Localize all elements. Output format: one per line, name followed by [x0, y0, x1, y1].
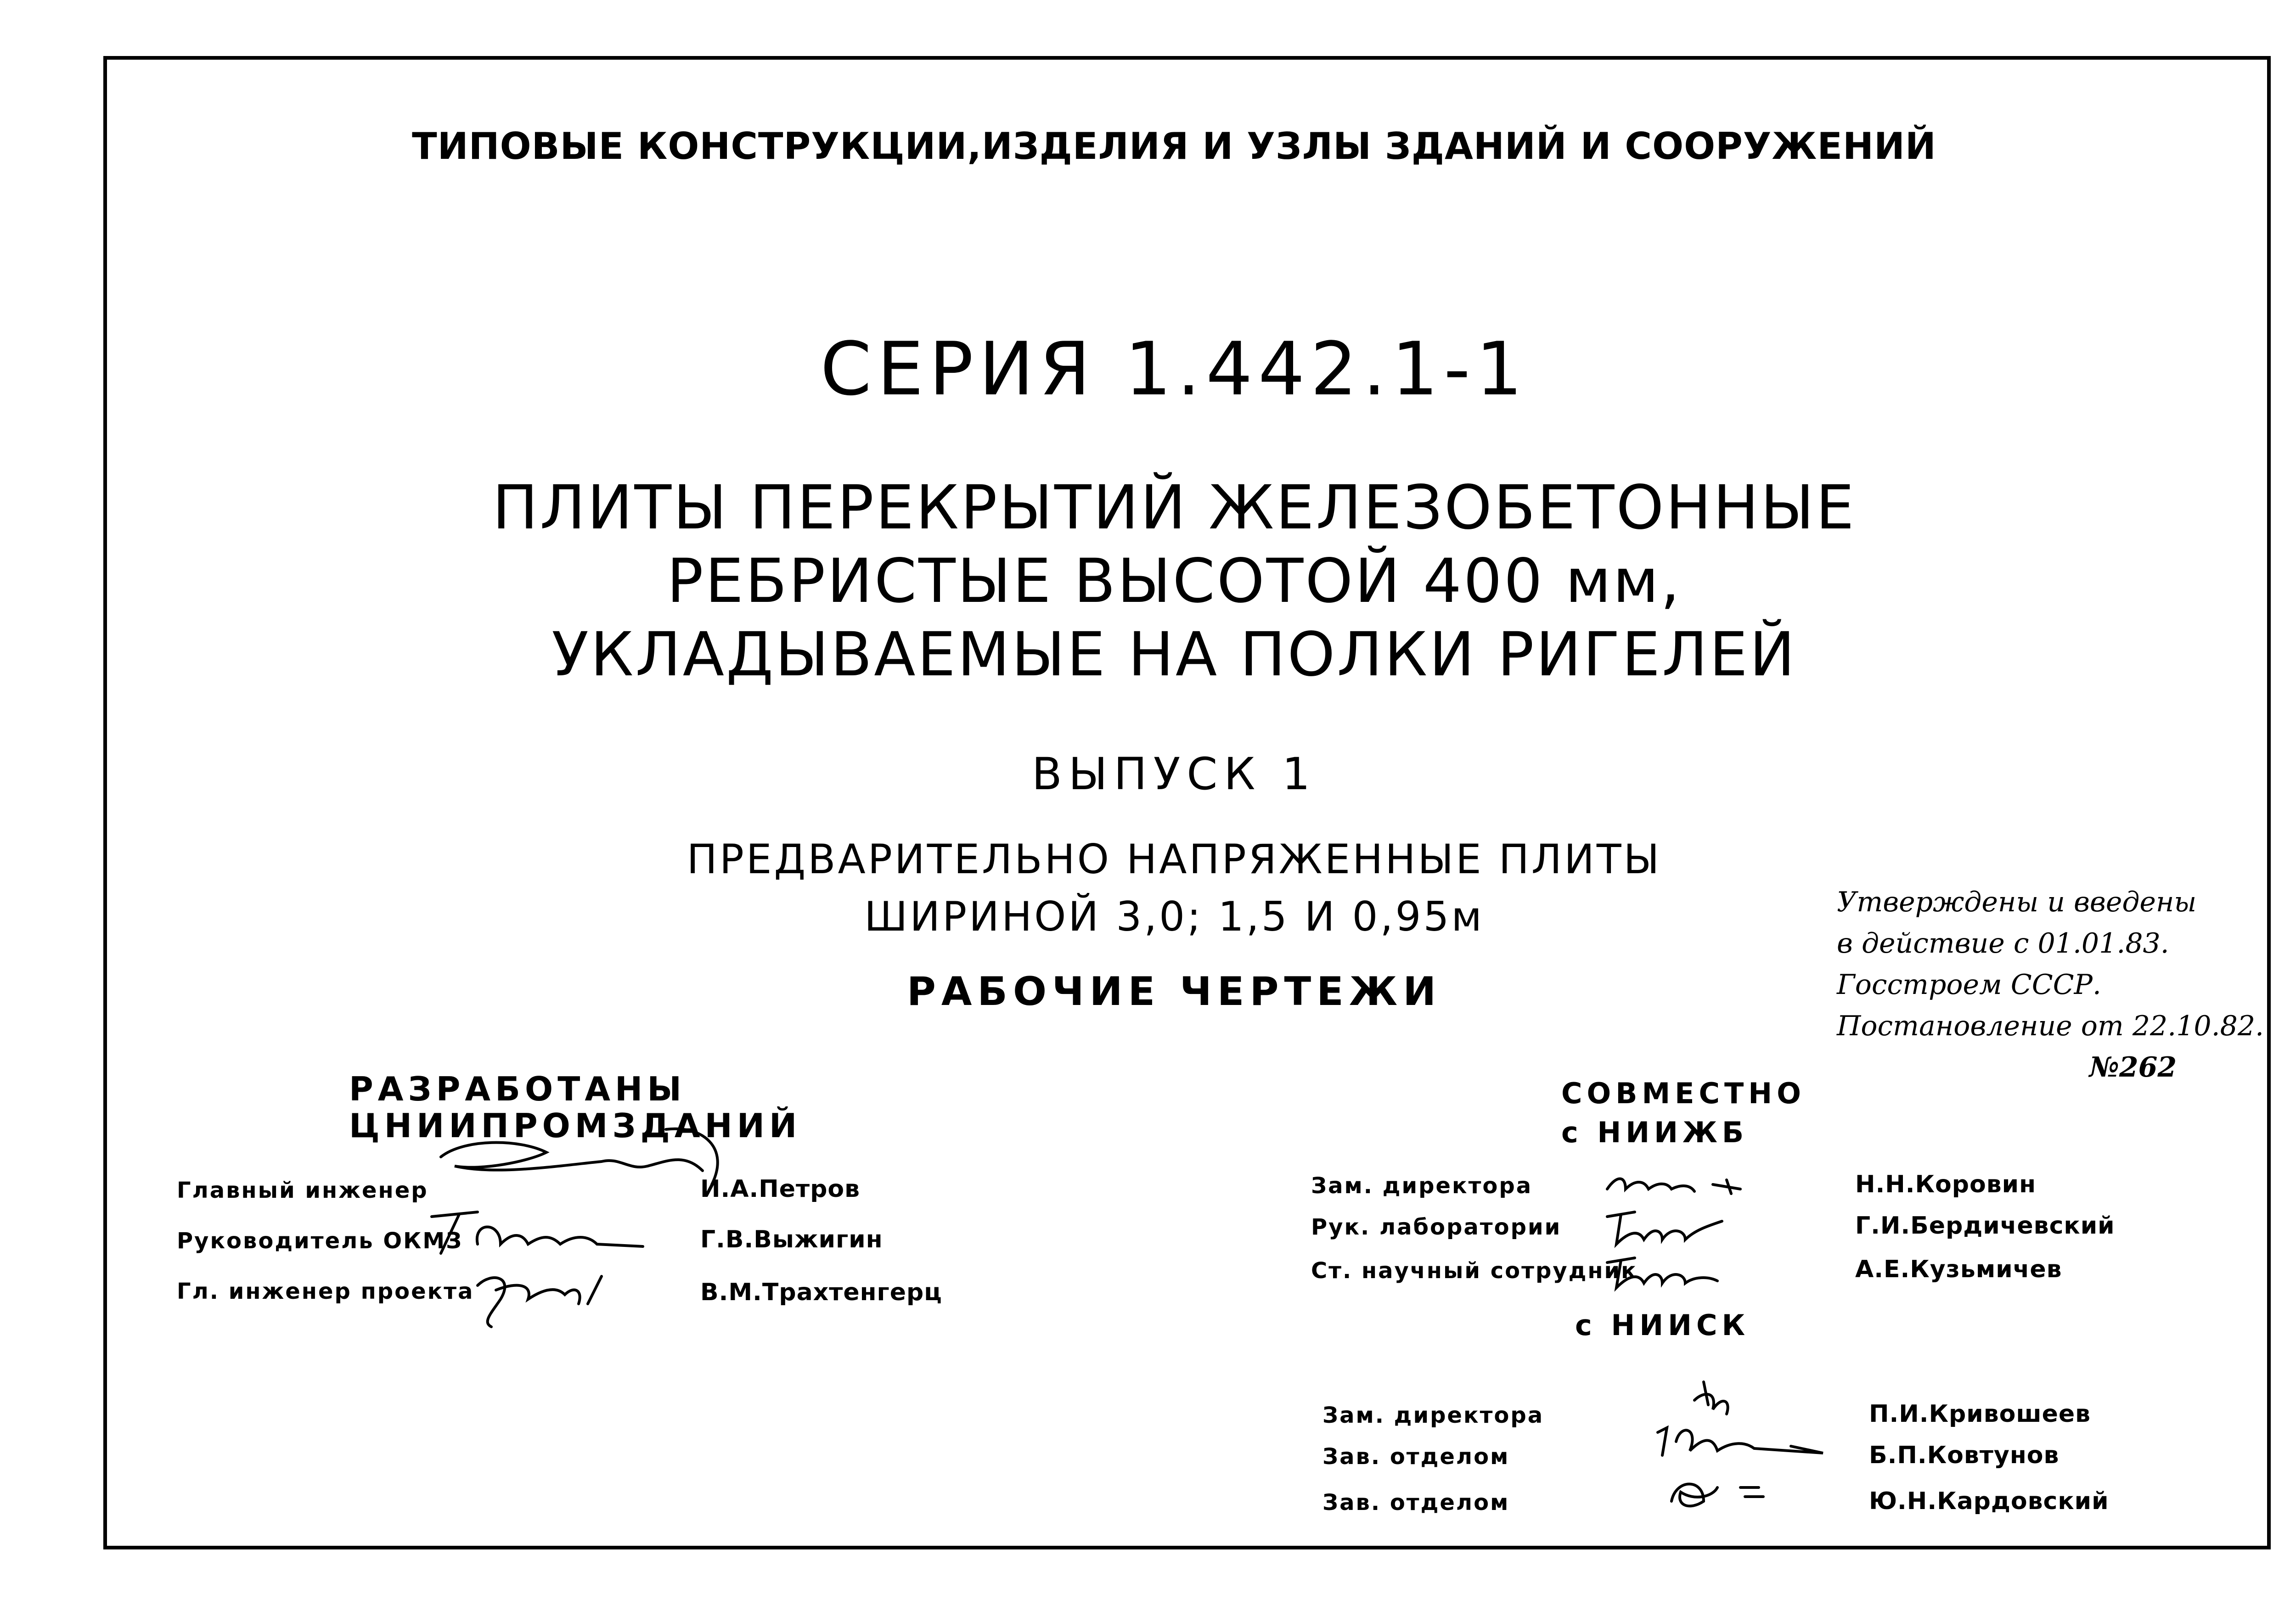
developers-org: ЦНИИПРОМЗДАНИЙ: [349, 1106, 802, 1145]
joint2-name-2: Б.П.Ковтунов: [1869, 1442, 2060, 1469]
drawing-frame: [103, 56, 2271, 1549]
joint1-name-2: Г.И.Бердичевский: [1855, 1212, 2115, 1240]
title-line-3: УКЛАДЫВАЕМЫЕ НА ПОЛКИ РИГЕЛЕЙ: [551, 619, 1797, 690]
approval-line-1: Утверждены и введены: [1837, 886, 2197, 918]
joint1-name-3: А.Е.Кузьмичев: [1855, 1256, 2062, 1283]
signature-kuzmichev: [1593, 1249, 1731, 1296]
joint1-position-2: Рук. лаборатории: [1311, 1214, 1562, 1240]
joint2-org: с НИИСК: [1575, 1308, 1750, 1342]
joint1-position-3: Ст. научный сотрудник: [1311, 1258, 1638, 1284]
joint2-position-3: Зав. отделом: [1322, 1490, 1510, 1515]
signature-korovin: [1598, 1166, 1754, 1205]
issue-label: ВЫПУСК 1: [1031, 748, 1317, 800]
signature-berdichevsky: [1593, 1203, 1740, 1255]
signature-krivosheev: [1639, 1373, 1851, 1526]
joint2-name-3: Ю.Н.Кардовский: [1869, 1487, 2109, 1515]
title-line-1: ПЛИТЫ ПЕРЕКРЫТИЙ ЖЕЛЕЗОБЕТОННЫЕ: [492, 472, 1856, 543]
subtitle-line-1: ПРЕДВАРИТЕЛЬНО НАПРЯЖЕННЫЕ ПЛИТЫ: [687, 836, 1662, 883]
series-title: СЕРИЯ 1.442.1-1: [820, 326, 1528, 412]
signature-trakhtengerts: [464, 1258, 638, 1338]
dev-name-1: И.А.Петров: [700, 1175, 861, 1203]
joint1-org: с НИИЖБ: [1561, 1116, 1749, 1149]
subtitle-line-2: ШИРИНОЙ 3,0; 1,5 И 0,95м: [864, 893, 1484, 940]
joint2-position-1: Зам. директора: [1322, 1403, 1544, 1428]
dev-name-2: Г.В.Выжигин: [700, 1226, 883, 1253]
title-line-2: РЕБРИСТЫЕ ВЫСОТОЙ 400 мм,: [667, 546, 1682, 617]
approval-number: №262: [2089, 1051, 2177, 1083]
joint1-title: СОВМЕСТНО: [1561, 1077, 1806, 1110]
work-drawings-label: РАБОЧИЕ ЧЕРТЕЖИ: [906, 969, 1442, 1015]
approval-line-4: Постановление от 22.10.82.: [1837, 1010, 2264, 1042]
dev-name-3: В.М.Трахтенгерц: [700, 1279, 942, 1306]
joint1-name-1: Н.Н.Коровин: [1855, 1171, 2036, 1198]
joint2-position-2: Зав. отделом: [1322, 1444, 1510, 1470]
approval-line-3: Госстроем СССР.: [1837, 969, 2101, 1001]
dev-position-3: Гл. инженер проекта: [177, 1279, 474, 1304]
signature-petrov: [427, 1120, 748, 1214]
developers-title: РАЗРАБОТАНЫ: [349, 1070, 686, 1108]
approval-note: [1837, 881, 2264, 1088]
signature-vyzhigin: [422, 1203, 661, 1264]
approval-line-2: в действие с 01.01.83.: [1837, 927, 2169, 960]
joint1-position-1: Зам. директора: [1311, 1173, 1533, 1199]
dev-position-1: Главный инженер: [177, 1178, 428, 1203]
document-heading: ТИПОВЫЕ КОНСТРУКЦИИ,ИЗДЕЛИЯ И УЗЛЫ ЗДАНИЙ И СООРУЖЕНИЙ: [412, 125, 1936, 168]
dev-position-2: Руководитель ОКМЗ: [177, 1228, 463, 1254]
joint2-name-1: П.И.Кривошеев: [1869, 1400, 2091, 1428]
